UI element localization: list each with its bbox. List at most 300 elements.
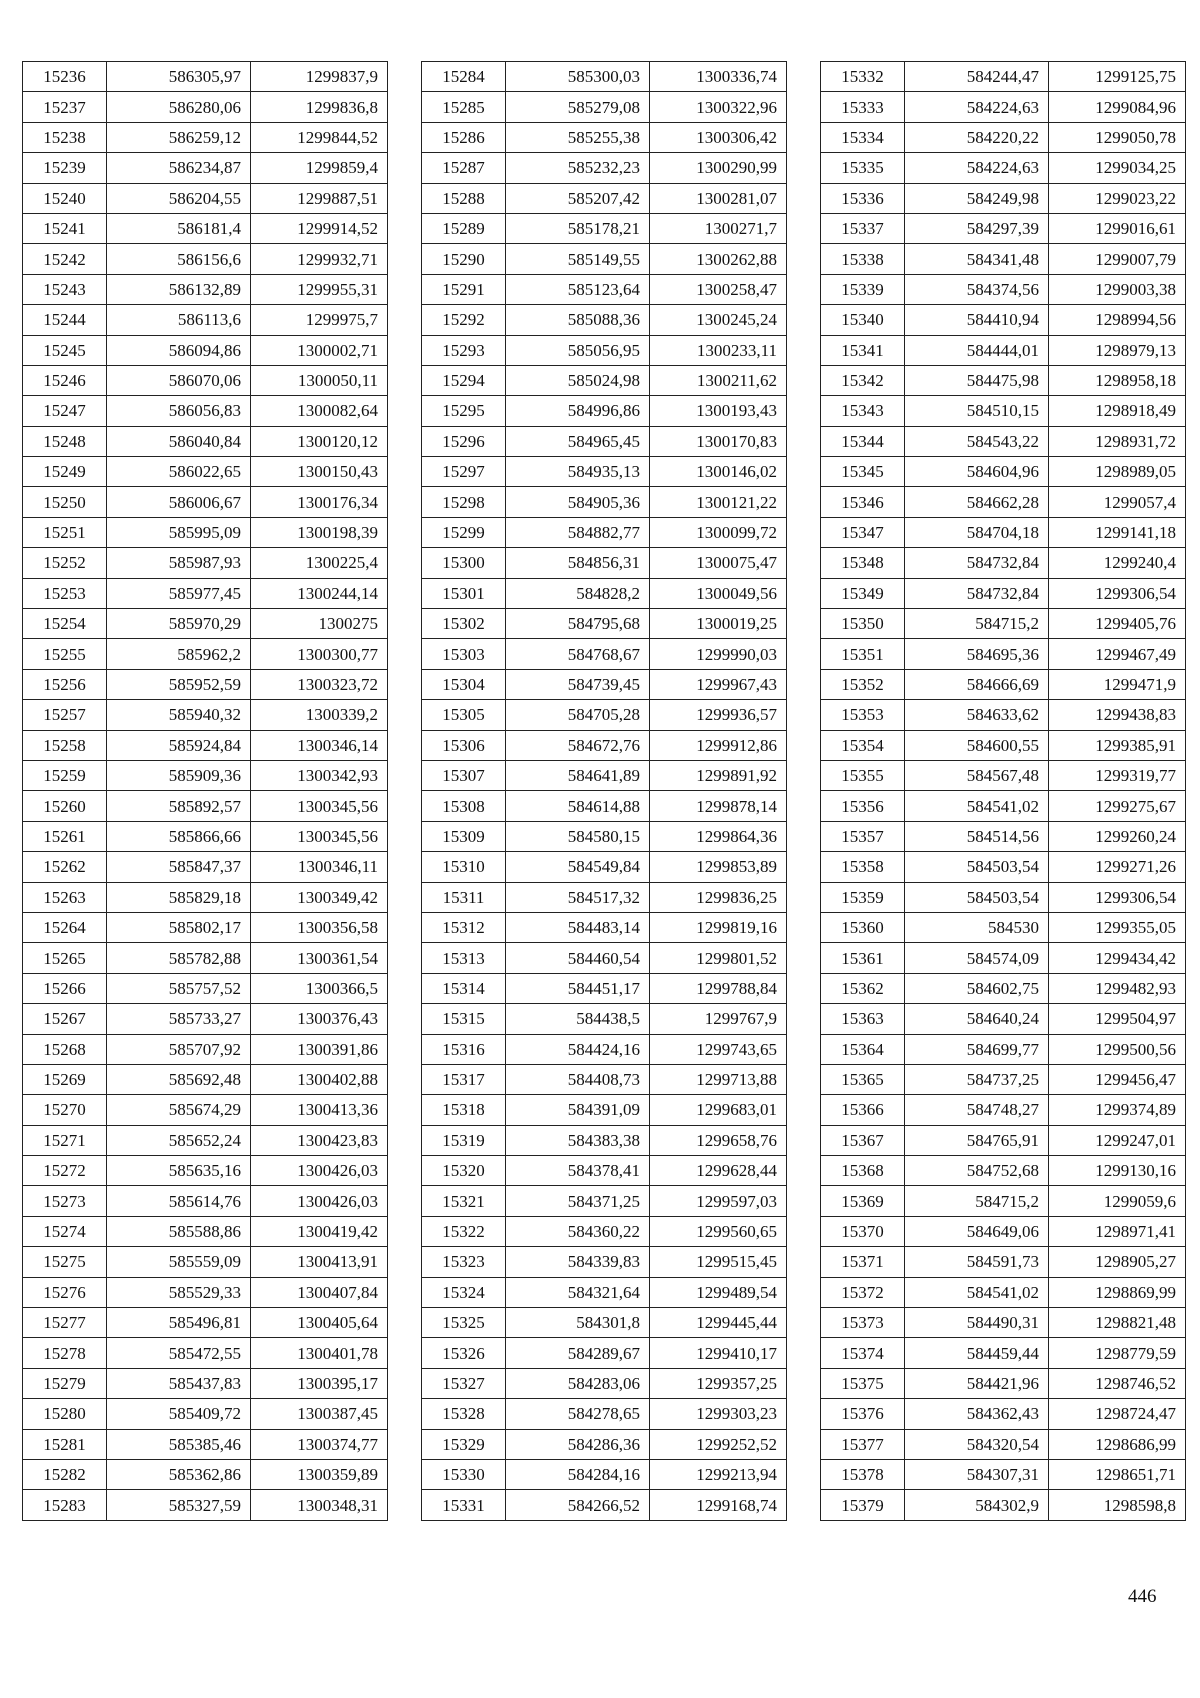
x-coordinate-cell: 584541,02: [905, 791, 1049, 821]
table-row: [422, 92, 787, 122]
x-coordinate-cell: 585782,88: [107, 943, 251, 973]
y-coordinate-cell: 1300099,72: [650, 517, 787, 547]
table-row: [23, 912, 388, 942]
point-number-cell: 15244: [23, 305, 107, 335]
point-number-cell: 15284: [422, 62, 506, 92]
y-coordinate-cell: 1298724,47: [1049, 1399, 1186, 1429]
point-number-cell: 15279: [23, 1368, 107, 1398]
x-coordinate-cell: 584705,28: [506, 700, 650, 730]
y-coordinate-cell: 1299034,25: [1049, 153, 1186, 183]
point-number-cell: 15372: [821, 1277, 905, 1307]
table-row: [821, 244, 1186, 274]
point-number-cell: 15369: [821, 1186, 905, 1216]
point-number-cell: 15314: [422, 973, 506, 1003]
x-coordinate-cell: 586040,84: [107, 426, 251, 456]
point-number-cell: 15334: [821, 122, 905, 152]
y-coordinate-cell: 1300281,07: [650, 183, 787, 213]
x-coordinate-cell: 584530: [905, 912, 1049, 942]
x-coordinate-cell: 585255,38: [506, 122, 650, 152]
y-coordinate-cell: 1299837,9: [251, 62, 388, 92]
x-coordinate-cell: 584503,54: [905, 882, 1049, 912]
x-coordinate-cell: 585866,66: [107, 821, 251, 851]
table-row: [422, 1308, 787, 1338]
x-coordinate-cell: 585472,55: [107, 1338, 251, 1368]
y-coordinate-cell: 1300361,54: [251, 943, 388, 973]
y-coordinate-cell: 1299303,23: [650, 1399, 787, 1429]
y-coordinate-cell: 1299059,6: [1049, 1186, 1186, 1216]
y-coordinate-cell: 1299023,22: [1049, 183, 1186, 213]
x-coordinate-cell: 584460,54: [506, 943, 650, 973]
point-number-cell: 15310: [422, 852, 506, 882]
y-coordinate-cell: 1298598,8: [1049, 1490, 1186, 1520]
y-coordinate-cell: 1298905,27: [1049, 1247, 1186, 1277]
point-number-cell: 15330: [422, 1459, 506, 1489]
table-row: [422, 1125, 787, 1155]
y-coordinate-cell: 1300075,47: [650, 548, 787, 578]
y-coordinate-cell: 1300376,43: [251, 1004, 388, 1034]
x-coordinate-cell: 585892,57: [107, 791, 251, 821]
y-coordinate-cell: 1300146,02: [650, 457, 787, 487]
table-row: [23, 457, 388, 487]
table-row: [422, 821, 787, 851]
table-row: [23, 973, 388, 1003]
table-row: [23, 1156, 388, 1186]
point-number-cell: 15315: [422, 1004, 506, 1034]
y-coordinate-cell: 1299864,36: [650, 821, 787, 851]
y-coordinate-cell: 1300345,56: [251, 821, 388, 851]
y-coordinate-cell: 1300423,83: [251, 1125, 388, 1155]
point-number-cell: 15263: [23, 882, 107, 912]
table-row: [821, 92, 1186, 122]
table-row: [23, 213, 388, 243]
point-number-cell: 15364: [821, 1034, 905, 1064]
table-row: [422, 760, 787, 790]
y-coordinate-cell: 1300225,4: [251, 548, 388, 578]
x-coordinate-cell: 584737,25: [905, 1064, 1049, 1094]
x-coordinate-cell: 584424,16: [506, 1034, 650, 1064]
table-row: [422, 365, 787, 395]
point-number-cell: 15275: [23, 1247, 107, 1277]
point-number-cell: 15341: [821, 335, 905, 365]
x-coordinate-cell: 584286,36: [506, 1429, 650, 1459]
point-number-cell: 15368: [821, 1156, 905, 1186]
y-coordinate-cell: 1299560,65: [650, 1216, 787, 1246]
point-number-cell: 15335: [821, 153, 905, 183]
y-coordinate-cell: 1298994,56: [1049, 305, 1186, 335]
y-coordinate-cell: 1300345,56: [251, 791, 388, 821]
point-number-cell: 15377: [821, 1429, 905, 1459]
y-coordinate-cell: 1300258,47: [650, 274, 787, 304]
table-row: [23, 882, 388, 912]
table-row: [422, 1429, 787, 1459]
point-number-cell: 15370: [821, 1216, 905, 1246]
y-coordinate-cell: 1299836,25: [650, 882, 787, 912]
y-coordinate-cell: 1300342,93: [251, 760, 388, 790]
point-number-cell: 15324: [422, 1277, 506, 1307]
point-number-cell: 15271: [23, 1125, 107, 1155]
point-number-cell: 15363: [821, 1004, 905, 1034]
point-number-cell: 15283: [23, 1490, 107, 1520]
point-number-cell: 15355: [821, 760, 905, 790]
table-row: [821, 153, 1186, 183]
y-coordinate-cell: 1299003,38: [1049, 274, 1186, 304]
point-number-cell: 15374: [821, 1338, 905, 1368]
table-row: [422, 396, 787, 426]
x-coordinate-cell: 584339,83: [506, 1247, 650, 1277]
table-row: [422, 1277, 787, 1307]
y-coordinate-cell: 1300419,42: [251, 1216, 388, 1246]
point-number-cell: 15243: [23, 274, 107, 304]
x-coordinate-cell: 585733,27: [107, 1004, 251, 1034]
table-row: [821, 1338, 1186, 1368]
point-number-cell: 15280: [23, 1399, 107, 1429]
y-coordinate-cell: 1298869,99: [1049, 1277, 1186, 1307]
point-number-cell: 15303: [422, 639, 506, 669]
table-row: [422, 517, 787, 547]
x-coordinate-cell: 585056,95: [506, 335, 650, 365]
table-row: [821, 1064, 1186, 1094]
table-row: [821, 760, 1186, 790]
table-row: [821, 1125, 1186, 1155]
y-coordinate-cell: 1298746,52: [1049, 1368, 1186, 1398]
x-coordinate-cell: 584768,67: [506, 639, 650, 669]
x-coordinate-cell: 585207,42: [506, 183, 650, 213]
x-coordinate-cell: 584882,77: [506, 517, 650, 547]
y-coordinate-cell: 1300407,84: [251, 1277, 388, 1307]
x-coordinate-cell: 584451,17: [506, 973, 650, 1003]
point-number-cell: 15266: [23, 973, 107, 1003]
x-coordinate-cell: 584266,52: [506, 1490, 650, 1520]
table-row: [821, 548, 1186, 578]
point-number-cell: 15246: [23, 365, 107, 395]
x-coordinate-cell: 584633,62: [905, 700, 1049, 730]
page-number: 446: [1128, 1586, 1157, 1607]
y-coordinate-cell: 1300348,31: [251, 1490, 388, 1520]
table-row: [422, 669, 787, 699]
x-coordinate-cell: 584695,36: [905, 639, 1049, 669]
x-coordinate-cell: 584704,18: [905, 517, 1049, 547]
x-coordinate-cell: 584220,22: [905, 122, 1049, 152]
table-row: [422, 487, 787, 517]
table-row: [422, 578, 787, 608]
y-coordinate-cell: 1299306,54: [1049, 578, 1186, 608]
x-coordinate-cell: 585692,48: [107, 1064, 251, 1094]
table-row: [821, 183, 1186, 213]
table-row: [23, 62, 388, 92]
point-number-cell: 15282: [23, 1459, 107, 1489]
point-number-cell: 15378: [821, 1459, 905, 1489]
x-coordinate-cell: 584510,15: [905, 396, 1049, 426]
x-coordinate-cell: 586234,87: [107, 153, 251, 183]
x-coordinate-cell: 585909,36: [107, 760, 251, 790]
point-number-cell: 15323: [422, 1247, 506, 1277]
x-coordinate-cell: 584360,22: [506, 1216, 650, 1246]
point-number-cell: 15270: [23, 1095, 107, 1125]
y-coordinate-cell: 1300170,83: [650, 426, 787, 456]
x-coordinate-cell: 585232,23: [506, 153, 650, 183]
table-row: [422, 1004, 787, 1034]
x-coordinate-cell: 585952,59: [107, 669, 251, 699]
x-coordinate-cell: 584574,09: [905, 943, 1049, 973]
point-number-cell: 15350: [821, 609, 905, 639]
table-row: [422, 183, 787, 213]
y-coordinate-cell: 1299016,61: [1049, 213, 1186, 243]
y-coordinate-cell: 1300387,45: [251, 1399, 388, 1429]
x-coordinate-cell: 584362,43: [905, 1399, 1049, 1429]
x-coordinate-cell: 584641,89: [506, 760, 650, 790]
point-number-cell: 15309: [422, 821, 506, 851]
x-coordinate-cell: 584249,98: [905, 183, 1049, 213]
table-row: [23, 335, 388, 365]
point-number-cell: 15297: [422, 457, 506, 487]
x-coordinate-cell: 585802,17: [107, 912, 251, 942]
table-row: [23, 760, 388, 790]
table-row: [821, 517, 1186, 547]
table-row: [23, 365, 388, 395]
y-coordinate-cell: 1299955,31: [251, 274, 388, 304]
x-coordinate-cell: 584604,96: [905, 457, 1049, 487]
point-number-cell: 15277: [23, 1308, 107, 1338]
table-row: [23, 1125, 388, 1155]
x-coordinate-cell: 585123,64: [506, 274, 650, 304]
x-coordinate-cell: 584224,63: [905, 92, 1049, 122]
point-number-cell: 15241: [23, 213, 107, 243]
table-row: [821, 791, 1186, 821]
point-number-cell: 15258: [23, 730, 107, 760]
x-coordinate-cell: 584662,28: [905, 487, 1049, 517]
table-row: [422, 1186, 787, 1216]
x-coordinate-cell: 585496,81: [107, 1308, 251, 1338]
point-number-cell: 15289: [422, 213, 506, 243]
x-coordinate-cell: 584935,13: [506, 457, 650, 487]
point-number-cell: 15238: [23, 122, 107, 152]
y-coordinate-cell: 1299853,89: [650, 852, 787, 882]
point-number-cell: 15379: [821, 1490, 905, 1520]
y-coordinate-cell: 1299975,7: [251, 305, 388, 335]
y-coordinate-cell: 1300019,25: [650, 609, 787, 639]
x-coordinate-cell: 585024,98: [506, 365, 650, 395]
y-coordinate-cell: 1300198,39: [251, 517, 388, 547]
y-coordinate-cell: 1300426,03: [251, 1186, 388, 1216]
point-number-cell: 15236: [23, 62, 107, 92]
point-number-cell: 15332: [821, 62, 905, 92]
y-coordinate-cell: 1299125,75: [1049, 62, 1186, 92]
y-coordinate-cell: 1300121,22: [650, 487, 787, 517]
point-number-cell: 15249: [23, 457, 107, 487]
table-row: [422, 305, 787, 335]
point-number-cell: 15285: [422, 92, 506, 122]
point-number-cell: 15299: [422, 517, 506, 547]
table-row: [23, 609, 388, 639]
table-row: [821, 1247, 1186, 1277]
y-coordinate-cell: 1298989,05: [1049, 457, 1186, 487]
y-coordinate-cell: 1299271,26: [1049, 852, 1186, 882]
x-coordinate-cell: 585635,16: [107, 1156, 251, 1186]
table-row: [23, 1277, 388, 1307]
table-row: [422, 1399, 787, 1429]
x-coordinate-cell: 584341,48: [905, 244, 1049, 274]
table-row: [821, 396, 1186, 426]
x-coordinate-cell: 584371,25: [506, 1186, 650, 1216]
table-row: [23, 517, 388, 547]
y-coordinate-cell: 1299912,86: [650, 730, 787, 760]
x-coordinate-cell: 586006,67: [107, 487, 251, 517]
table-row: [23, 1186, 388, 1216]
table-row: [821, 1156, 1186, 1186]
point-number-cell: 15247: [23, 396, 107, 426]
table-row: [23, 578, 388, 608]
x-coordinate-cell: 584715,2: [905, 609, 1049, 639]
x-coordinate-cell: 584383,38: [506, 1125, 650, 1155]
x-coordinate-cell: 584591,73: [905, 1247, 1049, 1277]
x-coordinate-cell: 584699,77: [905, 1034, 1049, 1064]
point-number-cell: 15322: [422, 1216, 506, 1246]
table-row: [821, 213, 1186, 243]
y-coordinate-cell: 1299141,18: [1049, 517, 1186, 547]
y-coordinate-cell: 1299801,52: [650, 943, 787, 973]
table-row: [23, 1459, 388, 1489]
y-coordinate-cell: 1298931,72: [1049, 426, 1186, 456]
y-coordinate-cell: 1299385,91: [1049, 730, 1186, 760]
table-row: [821, 274, 1186, 304]
table-row: [821, 609, 1186, 639]
x-coordinate-cell: 584649,06: [905, 1216, 1049, 1246]
y-coordinate-cell: 1299445,44: [650, 1308, 787, 1338]
point-number-cell: 15365: [821, 1064, 905, 1094]
point-number-cell: 15281: [23, 1429, 107, 1459]
y-coordinate-cell: 1300405,64: [251, 1308, 388, 1338]
y-coordinate-cell: 1299168,74: [650, 1490, 787, 1520]
table-row: [23, 1095, 388, 1125]
table-row: [23, 274, 388, 304]
table-row: [23, 92, 388, 122]
x-coordinate-cell: 584580,15: [506, 821, 650, 851]
y-coordinate-cell: 1299467,49: [1049, 639, 1186, 669]
point-number-cell: 15293: [422, 335, 506, 365]
y-coordinate-cell: 1300262,88: [650, 244, 787, 274]
table-row: [821, 669, 1186, 699]
y-coordinate-cell: 1298686,99: [1049, 1429, 1186, 1459]
y-coordinate-cell: 1299767,9: [650, 1004, 787, 1034]
table-row: [821, 1277, 1186, 1307]
table-row: [422, 244, 787, 274]
table-row: [23, 1004, 388, 1034]
table-row: [422, 1368, 787, 1398]
point-number-cell: 15256: [23, 669, 107, 699]
point-number-cell: 15273: [23, 1186, 107, 1216]
point-number-cell: 15317: [422, 1064, 506, 1094]
point-number-cell: 15302: [422, 609, 506, 639]
x-coordinate-cell: 584307,31: [905, 1459, 1049, 1489]
y-coordinate-cell: 1300193,43: [650, 396, 787, 426]
y-coordinate-cell: 1300413,91: [251, 1247, 388, 1277]
y-coordinate-cell: 1299247,01: [1049, 1125, 1186, 1155]
x-coordinate-cell: 584391,09: [506, 1095, 650, 1125]
table-row: [23, 487, 388, 517]
table-row: [821, 122, 1186, 152]
x-coordinate-cell: 585970,29: [107, 609, 251, 639]
table-row: [821, 365, 1186, 395]
y-coordinate-cell: 1299819,16: [650, 912, 787, 942]
point-number-cell: 15248: [23, 426, 107, 456]
table-row: [422, 426, 787, 456]
x-coordinate-cell: 586280,06: [107, 92, 251, 122]
y-coordinate-cell: 1300346,14: [251, 730, 388, 760]
table-row: [422, 609, 787, 639]
point-number-cell: 15354: [821, 730, 905, 760]
y-coordinate-cell: 1299130,16: [1049, 1156, 1186, 1186]
y-coordinate-cell: 1299355,05: [1049, 912, 1186, 942]
point-number-cell: 15261: [23, 821, 107, 851]
table-row: [23, 1338, 388, 1368]
point-number-cell: 15361: [821, 943, 905, 973]
x-coordinate-cell: 584378,41: [506, 1156, 650, 1186]
y-coordinate-cell: 1299405,76: [1049, 609, 1186, 639]
y-coordinate-cell: 1298779,59: [1049, 1338, 1186, 1368]
x-coordinate-cell: 584752,68: [905, 1156, 1049, 1186]
y-coordinate-cell: 1299967,43: [650, 669, 787, 699]
y-coordinate-cell: 1300366,5: [251, 973, 388, 1003]
y-coordinate-cell: 1299434,42: [1049, 943, 1186, 973]
table-row: [422, 457, 787, 487]
y-coordinate-cell: 1299500,56: [1049, 1034, 1186, 1064]
y-coordinate-cell: 1300395,17: [251, 1368, 388, 1398]
point-number-cell: 15286: [422, 122, 506, 152]
x-coordinate-cell: 584438,5: [506, 1004, 650, 1034]
x-coordinate-cell: 585279,08: [506, 92, 650, 122]
table-row: [821, 973, 1186, 1003]
table-row: [422, 943, 787, 973]
y-coordinate-cell: 1299260,24: [1049, 821, 1186, 851]
point-number-cell: 15292: [422, 305, 506, 335]
point-number-cell: 15326: [422, 1338, 506, 1368]
x-coordinate-cell: 585588,86: [107, 1216, 251, 1246]
table-row: [23, 183, 388, 213]
table-row: [821, 943, 1186, 973]
x-coordinate-cell: 584244,47: [905, 62, 1049, 92]
y-coordinate-cell: 1300244,14: [251, 578, 388, 608]
point-number-cell: 15373: [821, 1308, 905, 1338]
point-number-cell: 15346: [821, 487, 905, 517]
point-number-cell: 15296: [422, 426, 506, 456]
table-row: [23, 700, 388, 730]
table-row: [23, 730, 388, 760]
table-row: [821, 852, 1186, 882]
x-coordinate-cell: 586022,65: [107, 457, 251, 487]
point-number-cell: 15328: [422, 1399, 506, 1429]
x-coordinate-cell: 584765,91: [905, 1125, 1049, 1155]
y-coordinate-cell: 1300413,36: [251, 1095, 388, 1125]
point-number-cell: 15343: [821, 396, 905, 426]
x-coordinate-cell: 584666,69: [905, 669, 1049, 699]
y-coordinate-cell: 1300374,77: [251, 1429, 388, 1459]
point-number-cell: 15357: [821, 821, 905, 851]
point-number-cell: 15360: [821, 912, 905, 942]
point-number-cell: 15366: [821, 1095, 905, 1125]
table-row: [422, 548, 787, 578]
x-coordinate-cell: 586094,86: [107, 335, 251, 365]
point-number-cell: 15313: [422, 943, 506, 973]
point-number-cell: 15319: [422, 1125, 506, 1155]
x-coordinate-cell: 586204,55: [107, 183, 251, 213]
point-number-cell: 15287: [422, 153, 506, 183]
x-coordinate-cell: 584475,98: [905, 365, 1049, 395]
y-coordinate-cell: 1300336,74: [650, 62, 787, 92]
point-number-cell: 15269: [23, 1064, 107, 1094]
y-coordinate-cell: 1299252,52: [650, 1429, 787, 1459]
x-coordinate-cell: 585300,03: [506, 62, 650, 92]
y-coordinate-cell: 1299990,03: [650, 639, 787, 669]
